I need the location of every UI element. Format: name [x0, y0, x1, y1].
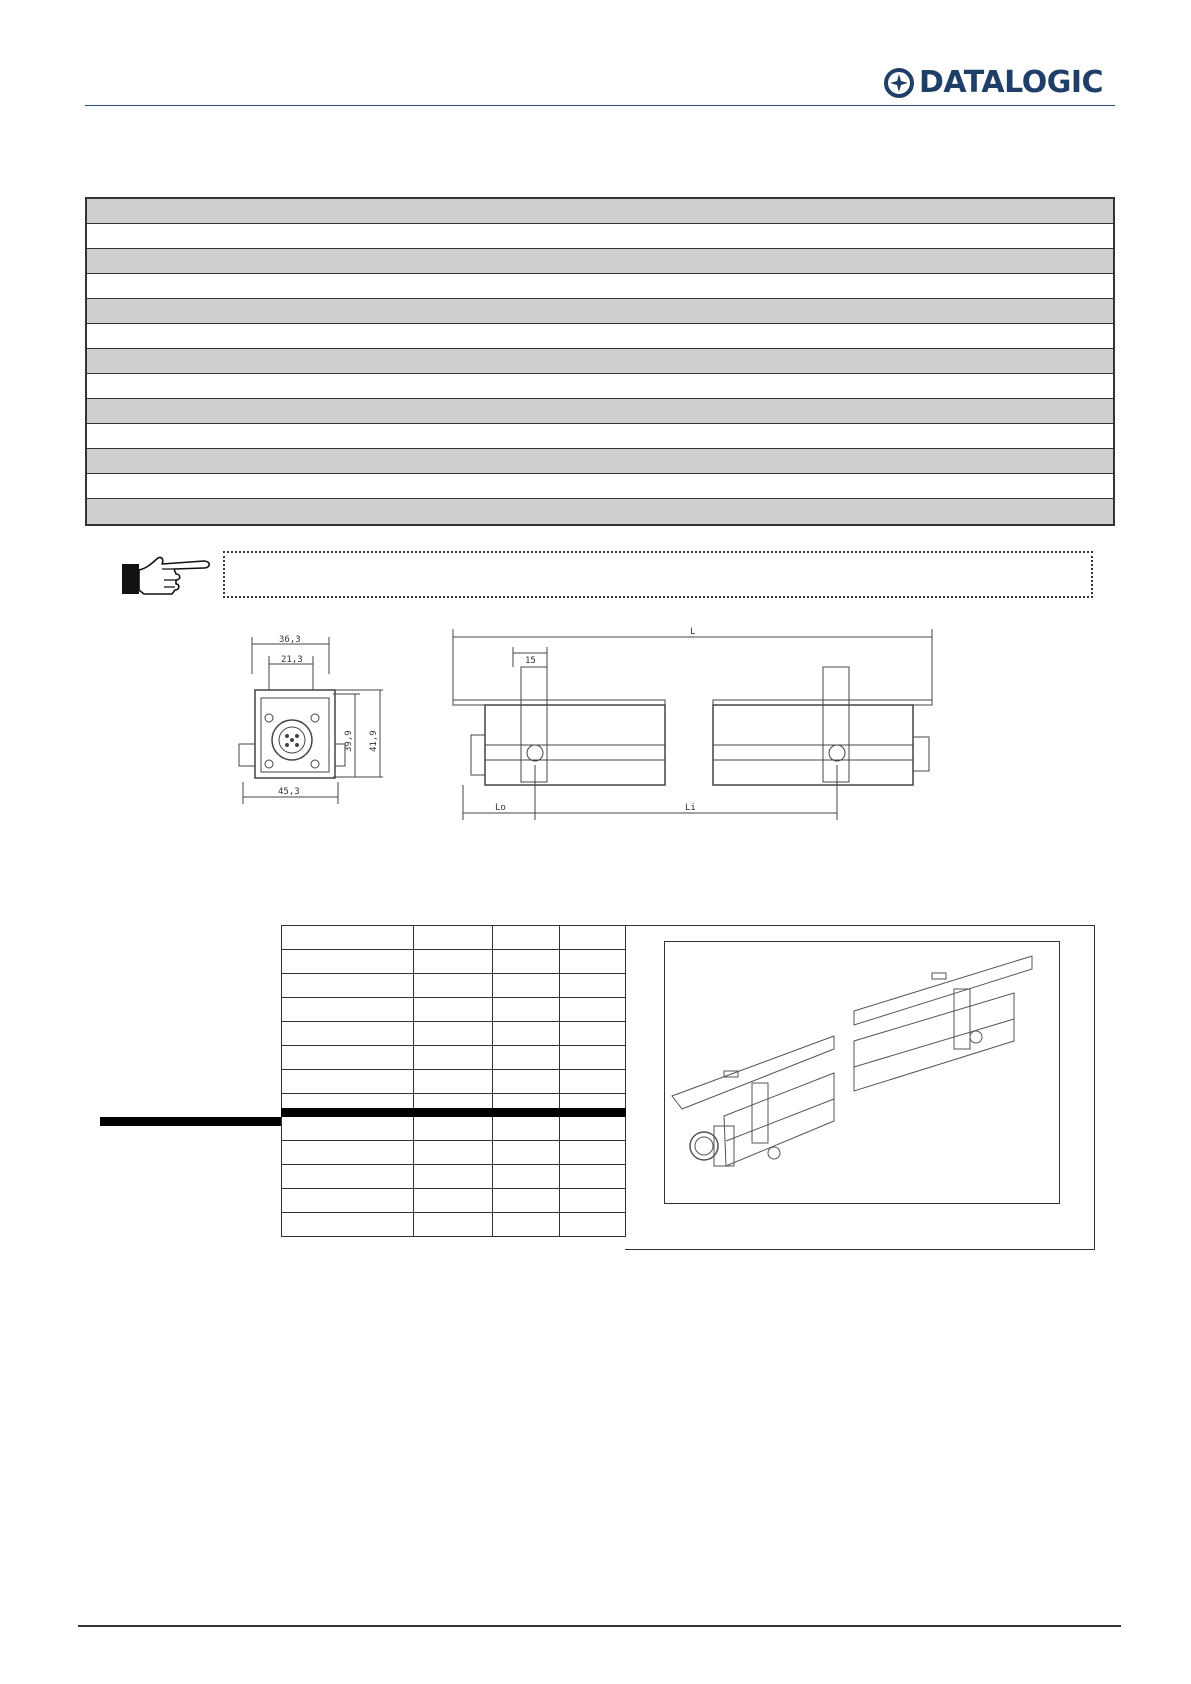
spec-value-row [87, 374, 1113, 399]
dim-base-width: 45,3 [278, 787, 300, 797]
table-row [282, 1022, 626, 1046]
dimensions-table [281, 925, 626, 1237]
spec-value-row [87, 424, 1113, 449]
side-view-drawing [445, 625, 955, 825]
dim-height-outer: 41,9 [369, 730, 379, 752]
footer-divider [78, 1625, 1121, 1627]
spec-header-row [87, 199, 1113, 224]
isometric-product-image [664, 941, 1064, 1206]
table-row [282, 1213, 626, 1237]
dim-width-outer: 36,3 [279, 635, 301, 645]
dim-bracket: 15 [525, 656, 536, 666]
spec-value-row [87, 474, 1113, 499]
spec-header-row [87, 399, 1113, 424]
spec-header-row [87, 249, 1113, 274]
note-box [223, 551, 1093, 598]
note-hand [120, 550, 215, 603]
dim-height-inner: 39,9 [344, 730, 354, 752]
table-row [282, 950, 626, 974]
spec-value-row [87, 224, 1113, 249]
table-row [282, 1094, 626, 1113]
dim-offset: Lo [495, 803, 506, 813]
pointing-hand-icon [120, 550, 215, 598]
table-row [282, 1046, 626, 1070]
table-row [282, 1141, 626, 1165]
table-row [282, 1165, 626, 1189]
header-divider [85, 105, 1115, 106]
table-row [282, 998, 626, 1022]
table-row [282, 926, 626, 950]
front-view-drawing [225, 632, 395, 822]
table-marker-bar [100, 1117, 281, 1126]
brand-name: DATALOGIC [919, 65, 1103, 100]
table-row [282, 1189, 626, 1213]
spec-header-row [87, 499, 1113, 524]
spec-value-row [87, 274, 1113, 299]
datalogic-logo-icon [884, 68, 914, 98]
isometric-view-frame [625, 925, 1095, 1250]
table-row [282, 1113, 626, 1141]
dim-length: L [690, 627, 696, 637]
spec-header-row [87, 299, 1113, 324]
spec-header-row [87, 449, 1113, 474]
spec-value-row [87, 324, 1113, 349]
specification-table [85, 197, 1115, 526]
table-row [282, 1070, 626, 1094]
spec-header-row [87, 349, 1113, 374]
table-row [282, 974, 626, 998]
brand-logo [884, 65, 1103, 100]
dim-width-inner: 21,3 [281, 655, 303, 665]
dim-interaxis: Li [685, 803, 696, 813]
